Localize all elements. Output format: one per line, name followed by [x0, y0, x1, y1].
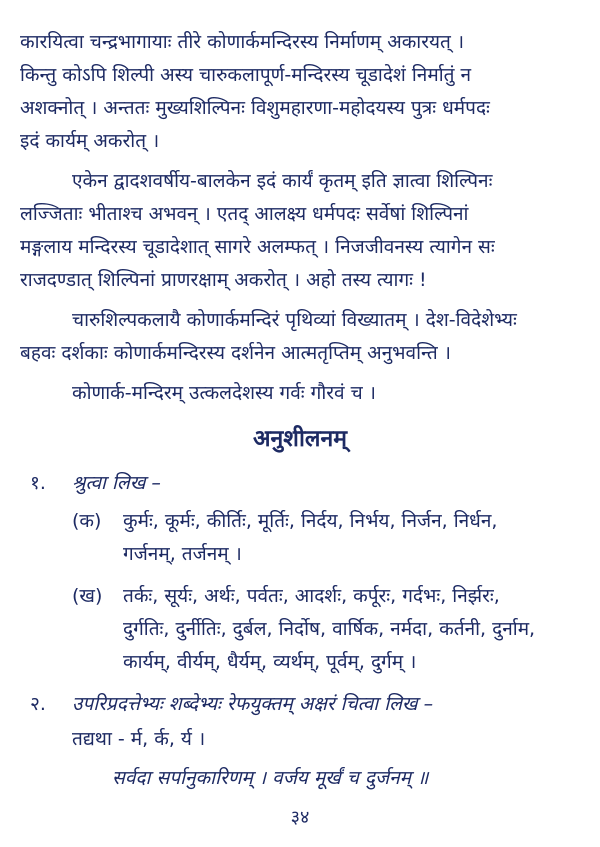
- paragraph1-line-1: कारयित्वा चन्द्रभागायाः तीरे कोणार्कमन्दिरस्य निर्माणम् अकारयत् ।: [20, 31, 465, 53]
- q1-a-label: (क): [72, 510, 102, 532]
- paragraph2-line-1: एकेन द्वादशवर्षीय-बालकेन इदं कार्यं कृतम् इति ज्ञात्वा शिल्पिनः: [72, 170, 493, 192]
- paragraph2-line-3: मङ्गलाय मन्दिरस्य चूडादेशात् सागरे अलम्फत् । निजजीवनस्य त्यागेन सः: [20, 236, 495, 258]
- q1-b-line-2: दुर्गतिः, दुर्नीतिः, दुर्बल, निर्दोष, वार्षिक, नर्मदा, कर्तनी, दुर्नाम,: [123, 618, 536, 640]
- paragraph2-line-2: लज्जिताः भीताश्च अभवन् । एतद् आलक्ष्य धर्मपदः सर्वेषां शिल्पिनां: [20, 203, 469, 225]
- q1-a-line-1: कुर्मः, कूर्मः, कीर्तिः, मूर्तिः, निर्दय, निर्भय, निर्जन, निर्धन,: [123, 510, 498, 532]
- q2-number: २.: [30, 693, 46, 715]
- q2-instruction: उपरिप्रदत्तेभ्यः शब्देभ्यः रेफयुक्तम् अक्षरं चित्वा लिख –: [72, 693, 434, 715]
- q1-number: १.: [30, 472, 46, 494]
- exercise-heading: अनुशीलनम्: [252, 426, 348, 452]
- q1-b-label: (ख): [72, 585, 103, 607]
- q1-instruction: श्रुत्वा लिख –: [72, 472, 161, 494]
- q2-proverb: सर्वदा सर्पानुकारिणम् । वर्जय मूर्खं च दुर्जनम् ॥: [112, 767, 429, 789]
- paragraph1-line-4: इदं कार्यम् अकरोत् ।: [20, 130, 160, 152]
- q1-b-line-1: तर्कः, सूर्यः, अर्थः, पर्वतः, आदर्शः, कर्पूरः, गर्दभः, निर्झरः,: [123, 585, 500, 607]
- paragraph1-line-2: किन्तु कोऽपि शिल्पी अस्य चारुकलापूर्ण-मन्दिरस्य चूडादेशं निर्मातुं न: [20, 64, 472, 86]
- q2-example: तद्यथा - र्म, र्क, र्य ।: [72, 728, 206, 750]
- q1-b-line-3: कार्यम्, वीर्यम्, धैर्यम्, व्यर्थम्, पूर्वम्, दुर्गम् ।: [123, 651, 417, 673]
- paragraph4-line: कोणार्क-मन्दिरम् उत्कलदेशस्य गर्वः गौरवं च ।: [72, 382, 376, 404]
- paragraph3-line-2: बहवः दर्शकाः कोणार्कमन्दिरस्य दर्शनेन आत्मतृप्तिम् अनुभवन्ति ।: [20, 342, 451, 364]
- paragraph1-line-3: अशक्नोत् । अन्ततः मुख्यशिल्पिनः विशुमहारणा-महोदयस्य पुत्रः धर्मपदः: [20, 97, 490, 119]
- q1-a-line-2: गर्जनम्, तर्जनम् ।: [123, 543, 242, 565]
- paragraph3-line-1: चारुशिल्पकलायै कोणार्कमन्दिरं पृथिव्यां विख्यातम् । देश-विदेशेभ्यः: [72, 309, 517, 331]
- paragraph2-line-4: राजदण्डात् शिल्पिनां प्राणरक्षाम् अकरोत् । अहो तस्य त्यागः !: [20, 269, 427, 291]
- page-number: ३४: [290, 807, 310, 828]
